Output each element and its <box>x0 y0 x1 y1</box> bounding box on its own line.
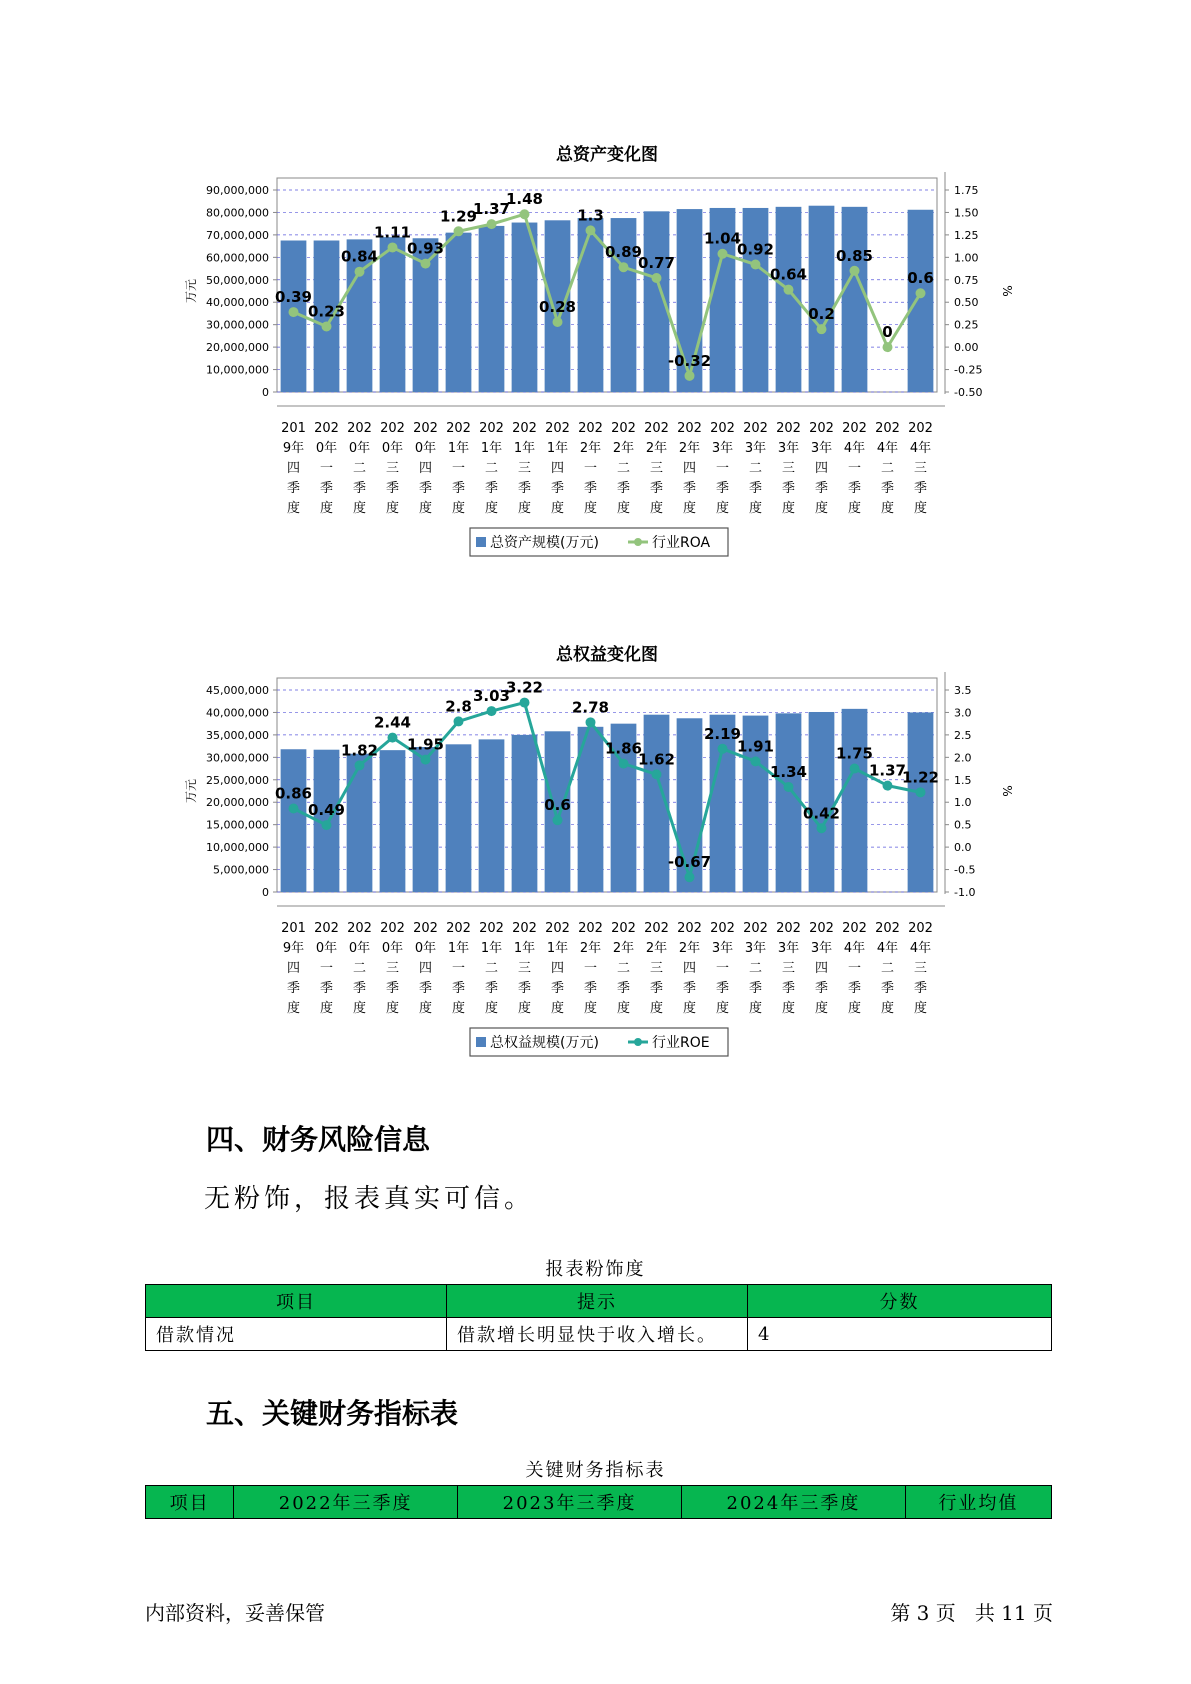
equity-data-label-0: 0.86 <box>274 784 313 803</box>
x-tick-label-14: 202 3年二季度 <box>743 921 768 1016</box>
equity-data-label-4: 1.95 <box>406 735 445 754</box>
x-tick-label-16: 202 3年四季度 <box>809 421 834 516</box>
section4-heading: 四、财务风险信息 <box>206 1123 431 1156</box>
equity-data-label-5: 2.8 <box>445 697 472 716</box>
y2-tick-label: 1.5 <box>954 773 972 787</box>
y-tick-label: 10,000,000 <box>206 363 269 377</box>
assets-point-18 <box>883 342 893 352</box>
x-tick-label-17: 202 4年一季度 <box>842 921 867 1016</box>
equity-data-label-18: 1.37 <box>868 761 907 780</box>
y2-tick-label: 0.75 <box>954 273 979 287</box>
assets-data-label-8: 0.28 <box>538 297 577 316</box>
total-equity-chart <box>0 640 1191 1094</box>
equity-data-label-7: 3.22 <box>505 678 544 697</box>
equity-data-label-17: 1.75 <box>835 744 874 763</box>
assets-data-label-16: 0.2 <box>808 305 835 324</box>
equity-point-13 <box>718 744 728 754</box>
assets-data-label-4: 0.93 <box>406 239 445 258</box>
table-header: 分数 <box>748 1285 1052 1318</box>
equity-data-label-3: 2.44 <box>373 713 412 732</box>
equity-bar-5 <box>446 744 472 892</box>
y2-tick-label: 0.50 <box>954 296 979 310</box>
y-tick-label: 10,000,000 <box>206 841 269 855</box>
equity-data-label-12: -0.67 <box>667 853 712 872</box>
equity-point-5 <box>454 716 464 726</box>
y-tick-label: 45,000,000 <box>206 684 269 697</box>
x-tick-label-18: 202 4年二季度 <box>875 421 900 516</box>
table-header: 提示 <box>447 1285 748 1318</box>
assets-point-7 <box>520 209 530 219</box>
y2-axis-label: % <box>1000 785 1014 797</box>
x-tick-label-19: 202 4年三季度 <box>908 421 933 516</box>
y2-tick-label: 2.0 <box>954 751 972 765</box>
total-equity-chart-svg <box>0 640 1191 1090</box>
equity-bar-19 <box>908 712 934 892</box>
x-tick-label-11: 202 2年三季度 <box>644 921 669 1016</box>
x-tick-label-8: 202 1年四季度 <box>545 921 570 1016</box>
x-tick-label-1: 202 0年一季度 <box>314 921 339 1016</box>
y-tick-label: 90,000,000 <box>206 184 269 197</box>
assets-point-0 <box>289 307 299 317</box>
y-tick-label: 0 <box>262 386 269 399</box>
legend-line-label: 行业ROE <box>652 1035 710 1051</box>
equity-data-label-14: 1.91 <box>736 737 775 756</box>
y2-tick-label: -1.0 <box>954 886 976 899</box>
equity-point-3 <box>388 733 398 743</box>
assets-point-5 <box>454 226 464 236</box>
x-tick-label-6: 202 1年二季度 <box>479 421 504 516</box>
table-header: 2022年三季度 <box>234 1486 458 1519</box>
risk-table <box>145 1284 1052 1351</box>
assets-bar-14 <box>743 208 769 392</box>
x-tick-label-2: 202 0年二季度 <box>347 421 372 516</box>
equity-data-label-11: 1.62 <box>637 750 676 769</box>
y2-tick-label: -0.25 <box>954 363 983 377</box>
footer-left: 内部资料，妥善保管 <box>145 1601 325 1625</box>
y-tick-label: 20,000,000 <box>206 796 269 810</box>
chart-title: 总资产变化图 <box>556 145 658 165</box>
x-tick-label-4: 202 0年四季度 <box>413 421 438 516</box>
equity-point-14 <box>751 756 761 766</box>
legend-bar-label: 总资产规模(万元) <box>490 535 599 551</box>
y-tick-label: 5,000,000 <box>213 863 269 877</box>
assets-point-8 <box>553 317 563 327</box>
y-tick-label: 40,000,000 <box>206 296 269 310</box>
equity-point-8 <box>553 815 563 825</box>
equity-point-15 <box>784 782 794 792</box>
kpi-table <box>145 1485 1052 1519</box>
equity-data-label-1: 0.49 <box>307 801 346 820</box>
equity-bar-6 <box>479 739 505 892</box>
assets-point-16 <box>817 324 827 334</box>
x-tick-label-18: 202 4年二季度 <box>875 921 900 1016</box>
equity-data-label-9: 2.78 <box>571 698 610 717</box>
x-tick-label-0: 201 9年四季度 <box>281 921 306 1016</box>
equity-data-label-19: 1.22 <box>901 768 940 787</box>
table-cell: 借款增长明显快于收入增长。 <box>447 1318 748 1351</box>
equity-data-label-2: 1.82 <box>340 741 379 760</box>
kpi-table-caption: 关键财务指标表 <box>525 1460 666 1481</box>
x-tick-label-9: 202 2年一季度 <box>578 421 603 516</box>
table-row <box>146 1318 1052 1351</box>
assets-data-label-14: 0.92 <box>736 240 775 259</box>
assets-bar-9 <box>578 218 604 392</box>
y-tick-label: 50,000,000 <box>206 273 269 287</box>
equity-point-1 <box>322 820 332 830</box>
assets-bar-3 <box>380 237 406 392</box>
x-tick-label-10: 202 2年二季度 <box>611 921 636 1016</box>
x-tick-label-6: 202 1年二季度 <box>479 921 504 1016</box>
risk-table-caption: 报表粉饰度 <box>545 1259 646 1280</box>
y2-tick-label: 1.00 <box>954 251 979 265</box>
y2-tick-label: 0.00 <box>954 341 979 355</box>
y2-tick-label: 0.5 <box>954 818 972 832</box>
assets-data-label-2: 0.84 <box>340 247 379 266</box>
assets-point-19 <box>916 288 926 298</box>
y2-tick-label: -0.50 <box>954 386 983 399</box>
assets-data-label-18: 0 <box>882 323 893 342</box>
table-header: 2024年三季度 <box>682 1486 906 1519</box>
legend-line-marker <box>634 538 642 546</box>
table-header-row <box>146 1486 1052 1519</box>
assets-point-11 <box>652 273 662 283</box>
y-tick-label: 40,000,000 <box>206 706 269 720</box>
assets-point-6 <box>487 219 497 229</box>
y-tick-label: 80,000,000 <box>206 206 269 220</box>
table-header: 2023年三季度 <box>458 1486 682 1519</box>
y-tick-label: 30,000,000 <box>206 751 269 765</box>
assets-point-15 <box>784 285 794 295</box>
x-tick-label-2: 202 0年二季度 <box>347 921 372 1016</box>
x-tick-label-19: 202 4年三季度 <box>908 921 933 1016</box>
total-assets-chart-svg <box>0 140 1191 590</box>
y2-tick-label: 1.25 <box>954 228 979 242</box>
x-tick-label-13: 202 3年一季度 <box>710 921 735 1016</box>
assets-data-label-5: 1.29 <box>439 207 478 226</box>
assets-point-2 <box>355 267 365 277</box>
equity-point-2 <box>355 760 365 770</box>
assets-bar-16 <box>809 206 835 392</box>
y-axis-label: 万元 <box>184 278 198 304</box>
y2-tick-label: 0.25 <box>954 318 979 332</box>
legend-bar-swatch <box>476 1037 486 1047</box>
x-tick-label-3: 202 0年三季度 <box>380 421 405 516</box>
y2-tick-label: 3.5 <box>954 684 972 697</box>
x-tick-label-12: 202 2年四季度 <box>677 921 702 1016</box>
assets-point-10 <box>619 262 629 272</box>
x-tick-label-4: 202 0年四季度 <box>413 921 438 1016</box>
equity-point-10 <box>619 759 629 769</box>
y-tick-label: 20,000,000 <box>206 341 269 355</box>
equity-point-16 <box>817 823 827 833</box>
x-tick-label-8: 202 1年四季度 <box>545 421 570 516</box>
assets-data-label-0: 0.39 <box>274 288 313 307</box>
equity-bar-7 <box>512 735 538 892</box>
y-tick-label: 25,000,000 <box>206 773 269 787</box>
legend-line-label: 行业ROA <box>652 535 711 551</box>
assets-point-1 <box>322 321 332 331</box>
table-cell: 4 <box>748 1318 1052 1351</box>
assets-data-label-9: 1.3 <box>577 206 604 225</box>
table-header: 行业均值 <box>905 1486 1051 1519</box>
assets-point-14 <box>751 260 761 270</box>
equity-point-19 <box>916 787 926 797</box>
equity-data-label-15: 1.34 <box>769 762 808 781</box>
equity-bar-15 <box>776 713 802 892</box>
y2-tick-label: 2.5 <box>954 728 972 742</box>
assets-data-label-17: 0.85 <box>835 246 874 265</box>
equity-data-label-16: 0.42 <box>802 804 841 823</box>
equity-bar-3 <box>380 750 406 892</box>
equity-bar-2 <box>347 754 373 892</box>
equity-bar-0 <box>281 749 307 892</box>
equity-point-18 <box>883 781 893 791</box>
y2-tick-label: 1.50 <box>954 206 979 220</box>
y-tick-label: 0 <box>262 886 269 899</box>
x-tick-label-14: 202 3年二季度 <box>743 421 768 516</box>
legend-bar-swatch <box>476 537 486 547</box>
y-tick-label: 70,000,000 <box>206 228 269 242</box>
legend-bar-label: 总权益规模(万元) <box>490 1035 599 1051</box>
section4-text: 无粉饰，报表真实可信。 <box>204 1184 535 1214</box>
y-tick-label: 30,000,000 <box>206 318 269 332</box>
y-tick-label: 15,000,000 <box>206 818 269 832</box>
assets-point-17 <box>850 266 860 276</box>
x-tick-label-5: 202 1年一季度 <box>446 421 471 516</box>
equity-point-17 <box>850 764 860 774</box>
table-header: 项目 <box>146 1486 234 1519</box>
assets-data-label-12: -0.32 <box>667 351 712 370</box>
equity-data-label-8: 0.6 <box>544 796 571 815</box>
x-tick-label-10: 202 2年二季度 <box>611 421 636 516</box>
assets-bar-19 <box>908 210 934 392</box>
equity-bar-16 <box>809 712 835 892</box>
equity-point-0 <box>289 804 299 814</box>
assets-data-label-11: 0.77 <box>637 253 676 272</box>
section5-heading: 五、关键财务指标表 <box>206 1397 459 1430</box>
x-tick-label-16: 202 3年四季度 <box>809 921 834 1016</box>
assets-point-4 <box>421 259 431 269</box>
equity-point-11 <box>652 769 662 779</box>
y2-tick-label: 1.75 <box>954 184 979 197</box>
table-cell: 借款情况 <box>146 1318 447 1351</box>
equity-point-7 <box>520 698 530 708</box>
assets-data-label-3: 1.11 <box>373 223 412 242</box>
chart-title: 总权益变化图 <box>556 645 658 665</box>
y-axis-label: 万元 <box>184 778 198 804</box>
x-tick-label-15: 202 3年三季度 <box>776 421 801 516</box>
x-tick-label-0: 201 9年四季度 <box>281 421 306 516</box>
legend-line-marker <box>634 1038 642 1046</box>
x-tick-label-11: 202 2年三季度 <box>644 421 669 516</box>
assets-data-label-7: 1.48 <box>505 190 544 209</box>
assets-bar-5 <box>446 233 472 392</box>
x-tick-label-17: 202 4年一季度 <box>842 421 867 516</box>
equity-point-4 <box>421 755 431 765</box>
equity-point-12 <box>685 872 695 882</box>
assets-data-label-6: 1.37 <box>472 200 511 219</box>
x-tick-label-15: 202 3年三季度 <box>776 921 801 1016</box>
assets-bar-6 <box>479 226 505 392</box>
equity-bar-17 <box>842 709 868 892</box>
assets-point-12 <box>685 371 695 381</box>
y-tick-label: 35,000,000 <box>206 728 269 742</box>
y2-axis-label: % <box>1000 285 1014 297</box>
total-assets-chart <box>0 140 1191 594</box>
assets-point-9 <box>586 225 596 235</box>
y-tick-label: 60,000,000 <box>206 251 269 265</box>
assets-data-label-10: 0.89 <box>604 243 643 262</box>
x-tick-label-12: 202 2年四季度 <box>677 421 702 516</box>
equity-bar-4 <box>413 747 439 892</box>
equity-data-label-6: 3.03 <box>472 687 511 706</box>
equity-data-label-13: 2.19 <box>703 724 742 743</box>
equity-point-6 <box>487 706 497 716</box>
y2-tick-label: -0.5 <box>954 863 976 877</box>
x-tick-label-5: 202 1年一季度 <box>446 921 471 1016</box>
x-tick-label-7: 202 1年三季度 <box>512 921 537 1016</box>
equity-point-9 <box>586 717 596 727</box>
x-tick-label-13: 202 3年一季度 <box>710 421 735 516</box>
table-header-row <box>146 1285 1052 1318</box>
x-tick-label-1: 202 0年一季度 <box>314 421 339 516</box>
assets-data-label-19: 0.6 <box>907 269 934 288</box>
footer-page-number: 第 3 页 共 11 页 <box>890 1601 1053 1625</box>
assets-data-label-13: 1.04 <box>703 229 742 248</box>
plot-area <box>274 178 937 392</box>
assets-point-3 <box>388 242 398 252</box>
y2-tick-label: 1.0 <box>954 796 972 810</box>
assets-data-label-15: 0.64 <box>769 265 808 284</box>
equity-data-label-10: 1.86 <box>604 739 643 758</box>
assets-bar-17 <box>842 207 868 392</box>
table-header: 项目 <box>146 1285 447 1318</box>
assets-data-label-1: 0.23 <box>307 302 346 321</box>
y2-tick-label: 0.0 <box>954 841 972 855</box>
x-tick-label-9: 202 2年一季度 <box>578 921 603 1016</box>
x-tick-label-3: 202 0年三季度 <box>380 921 405 1016</box>
y2-tick-label: 3.0 <box>954 706 972 720</box>
x-tick-label-7: 202 1年三季度 <box>512 421 537 516</box>
assets-point-13 <box>718 249 728 259</box>
